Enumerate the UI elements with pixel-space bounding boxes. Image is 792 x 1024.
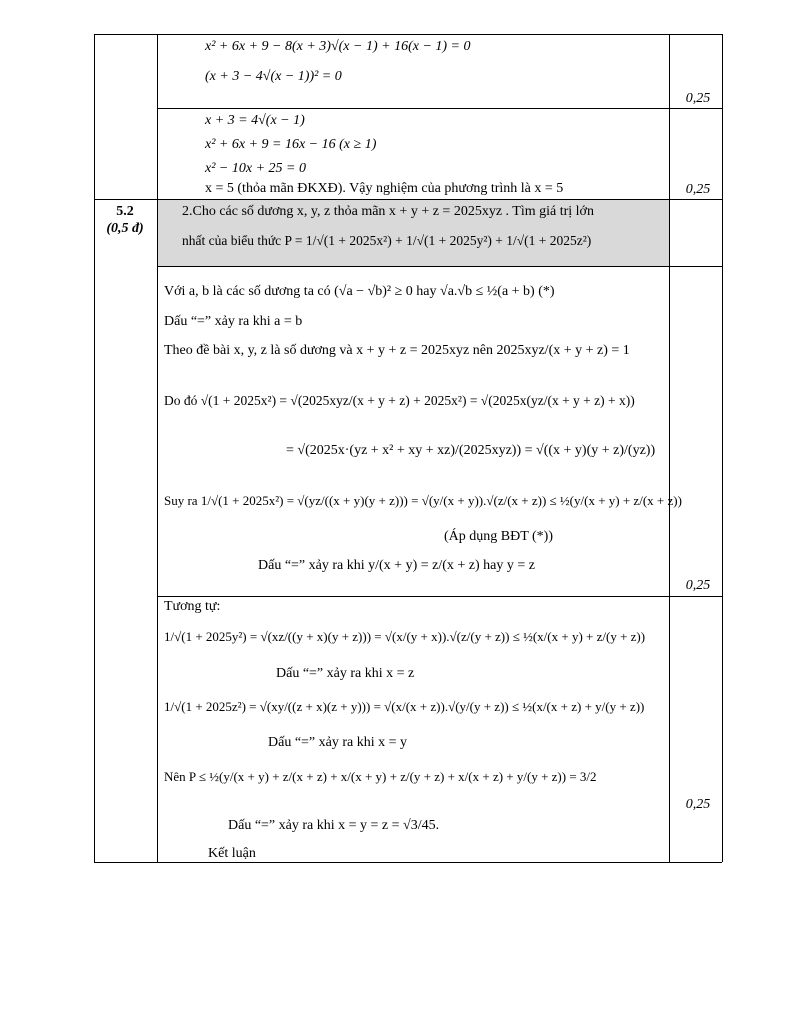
equation-line: x² + 6x + 9 = 16x − 16 (x ≥ 1): [205, 137, 377, 152]
solution-line: 1/√(1 + 2025z²) = √(xy/((z + x)(z + y))) = √(x/(x + z)).√(y/(y + z)) ≤ ½(x/(x + z) + y/(y + z)): [164, 699, 645, 714]
table-border-top: [94, 34, 722, 35]
solution-line: Do đó √(1 + 2025x²) = √(2025xyz/(x + y + z) + 2025x²) = √(2025x(yz/(x + y + z) + x)): [164, 393, 635, 408]
solution-line: Dấu “=” xảy ra khi x = z: [276, 666, 415, 681]
table-column-divider: [669, 34, 670, 862]
problem-number: 5.2: [116, 204, 134, 219]
score-cell: 0,25: [685, 91, 711, 106]
solution-note: (Áp dụng BĐT (*)): [444, 529, 554, 544]
solution-line: Với a, b là các số dương ta có (√a − √b)² ≥ 0 hay √a.√b ≤ ½(a + b) (*): [164, 284, 555, 299]
score-cell: 0,25: [685, 797, 711, 812]
solution-line: x = 5 (thỏa mãn ĐKXĐ). Vậy nghiệm của phương trình là x = 5: [205, 181, 564, 196]
solution-line: Dấu “=” xảy ra khi x = y: [268, 735, 408, 750]
table-column-divider: [157, 34, 158, 862]
score-cell: 0,25: [685, 578, 711, 593]
solution-line: Dấu “=” xảy ra khi x = y = z = √3/45.: [228, 818, 440, 833]
solution-line: 1/√(1 + 2025y²) = √(xz/((y + x)(y + z))) = √(x/(y + x)).√(z/(y + z)) ≤ ½(x/(x + y) + z/(y + z)): [164, 629, 646, 644]
problem-statement: 2.Cho các số dương x, y, z thỏa mãn x + y + z = 2025xyz . Tìm giá trị lớn: [182, 204, 594, 219]
row-divider: [94, 199, 722, 200]
table-border-left: [94, 34, 95, 862]
row-divider: [157, 596, 722, 597]
table-border-right: [722, 34, 723, 862]
problem-statement: nhất của biểu thức P = 1/√(1 + 2025x²) + 1/√(1 + 2025y²) + 1/√(1 + 2025z²): [182, 233, 592, 248]
solution-line: Suy ra 1/√(1 + 2025x²) = √(yz/((x + y)(y + z))) = √(y/(x + y)).√(z/(x + z)) ≤ ½(y/(x + y) + z/(x + z)): [164, 493, 682, 508]
solution-line: Nên P ≤ ½(y/(x + y) + z/(x + z) + x/(x + y) + z/(y + z) + x/(x + z) + y/(y + z)) = 3/2: [164, 769, 597, 784]
score-cell: 0,25: [685, 182, 711, 197]
solution-line: Dấu “=” xảy ra khi y/(x + y) = z/(x + z) hay y = z: [258, 558, 535, 573]
conclusion-label: Kết luận: [208, 846, 256, 861]
solution-line: Theo đề bài x, y, z là số dương và x + y + z = 2025xyz nên 2025xyz/(x + y + z) = 1: [164, 343, 630, 358]
equation-line: (x + 3 − 4√(x − 1))² = 0: [205, 69, 342, 84]
table-border-bottom: [94, 862, 722, 863]
row-divider: [157, 266, 722, 267]
solution-line: Tương tự:: [164, 599, 221, 614]
equation-line: x² + 6x + 9 − 8(x + 3)√(x − 1) + 16(x − 1) = 0: [205, 39, 471, 54]
solution-line: = √(2025x·(yz + x² + xy + xz)/(2025xyz)) = √((x + y)(y + z)/(yz)): [286, 443, 656, 458]
equation-line: x + 3 = 4√(x − 1): [205, 113, 305, 128]
row-divider: [157, 108, 722, 109]
equation-line: x² − 10x + 25 = 0: [205, 161, 306, 176]
problem-points: (0,5 đ): [106, 221, 144, 236]
solution-line: Dấu “=” xảy ra khi a = b: [164, 314, 303, 329]
